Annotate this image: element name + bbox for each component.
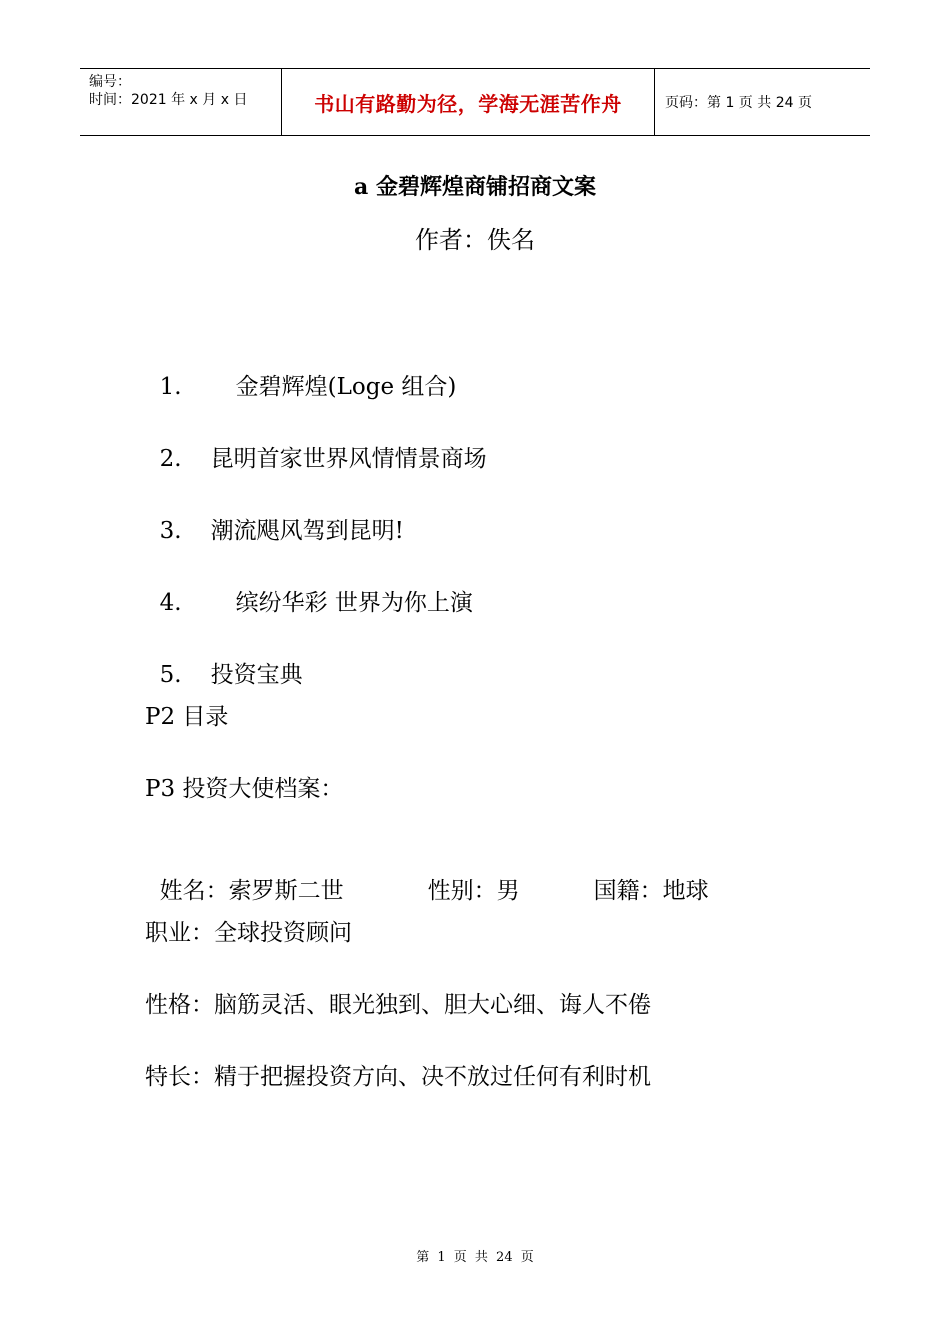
list-item (145, 342, 456, 402)
profile-gender: 性别：男 (427, 878, 520, 904)
list-item-number: 4. (159, 590, 182, 616)
toc-line: P2 目录 (145, 704, 229, 730)
list-item-text: 昆明首家世界风情情景商场 (210, 446, 487, 472)
list-item (145, 630, 303, 690)
list-item-text: 金碧辉煌(Loge 组合) (235, 374, 457, 400)
profile-career: 职业：全球投资顾问 (145, 920, 352, 946)
document-author: 作者：佚名 (415, 226, 535, 254)
list-item (145, 414, 487, 474)
motto: 书山有路勤为径，学海无涯苦作舟 (314, 91, 622, 116)
list-item (145, 558, 473, 618)
list-item-number: 2. (159, 446, 182, 472)
document-title: a 金碧辉煌商铺招商文案 (354, 174, 596, 200)
header-motto-cell (282, 69, 655, 135)
time-label: 时间：2021 年 x 月 x 日 (89, 92, 248, 108)
list-item-text: 潮流飓风驾到昆明! (210, 518, 404, 544)
header-meta (80, 69, 282, 135)
list-item-number: 5. (159, 662, 182, 688)
list-item-text: 投资宝典 (210, 662, 303, 688)
profile-nationality: 国籍：地球 (593, 878, 709, 904)
page-footer: 第 1 页 共 24 页 (416, 1250, 534, 1265)
profile-specialty: 特长：精于把握投资方向、决不放过任何有利时机 (145, 1064, 651, 1090)
profile-row (145, 846, 709, 906)
list-item-number: 3. (159, 518, 182, 544)
list-item (145, 486, 404, 546)
number-label: 编号： (89, 74, 131, 90)
list-item-text: 缤纷华彩 世界为你上演 (235, 590, 473, 616)
section-heading: P3 投资大使档案： (145, 776, 344, 802)
profile-name: 姓名：索罗斯二世 (159, 878, 344, 904)
list-item-number: 1. (159, 374, 182, 400)
profile-personality: 性格：脑筋灵活、眼光独到、胆大心细、诲人不倦 (145, 992, 651, 1018)
page-info: 页码：第 1 页 共 24 页 (665, 95, 812, 111)
page-header (80, 68, 870, 136)
header-page-cell (655, 69, 870, 135)
